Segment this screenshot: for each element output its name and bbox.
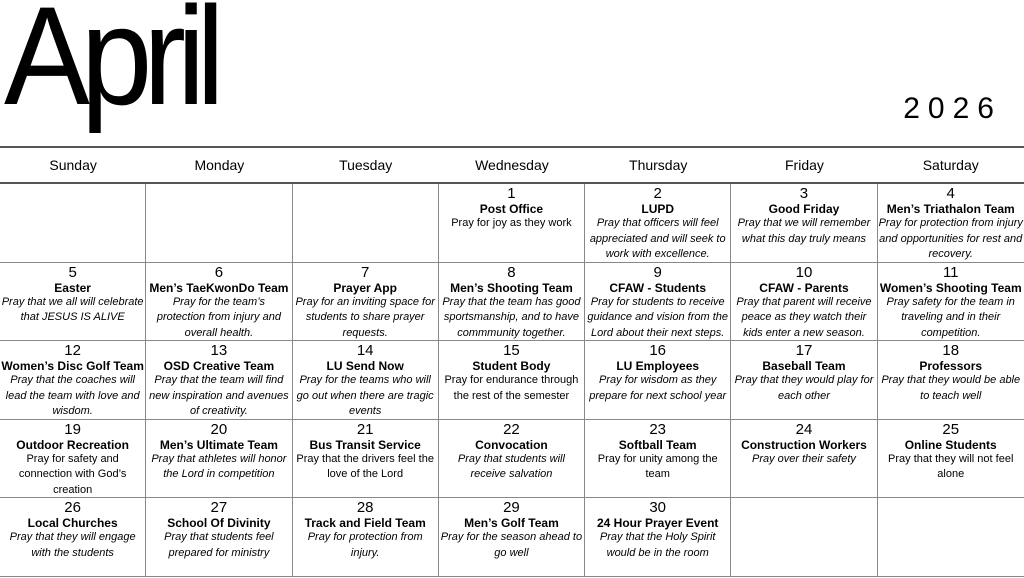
- day-prayer: Pray that students will receive salvation: [457, 452, 565, 481]
- day-number: 4: [946, 185, 955, 202]
- day-title: Good Friday: [768, 202, 840, 216]
- day-cell-22: [439, 420, 585, 499]
- day-prayer: Pray that we will remember what this day truly means: [737, 217, 871, 245]
- weekday-saturday: Saturday: [922, 157, 979, 173]
- day-title: Prayer App: [333, 280, 397, 295]
- day-title: 24 Hour Prayer Event: [597, 516, 719, 531]
- day-cell-30: [585, 498, 731, 577]
- day-number: 16: [649, 342, 667, 360]
- weekday-tuesday: Tuesday: [339, 157, 393, 173]
- day-prayer: Pray that they will not feel alone: [888, 452, 1014, 481]
- day-cell-17: [731, 341, 877, 420]
- day-number: 9: [653, 263, 662, 281]
- day-prayer: Pray for students to receive guidance and vision from the Lord about their next steps.: [587, 295, 729, 339]
- day-cell-6: [146, 263, 292, 342]
- day-title: Softball Team: [618, 437, 697, 452]
- day-title: Women’s Shooting Team: [879, 280, 1022, 295]
- day-title: Men’s Triathalon Team: [886, 202, 1015, 216]
- day-cell-21: [293, 420, 439, 499]
- day-prayer: Pray that they would play for each other: [734, 374, 874, 402]
- day-prayer: Pray that the team will find new inspiration and avenues of creativity.: [149, 374, 289, 418]
- day-title: LU Send Now: [326, 359, 404, 374]
- day-title: Men’s Shooting Team: [450, 280, 573, 295]
- day-number: 14: [356, 342, 374, 360]
- day-title: Easter: [54, 280, 91, 295]
- day-cell-3: [731, 184, 877, 263]
- day-cell-7: [293, 263, 439, 342]
- day-title: Men’s Ultimate Team: [159, 437, 278, 452]
- day-prayer: Pray over their safety: [751, 452, 856, 465]
- weekday-monday: Monday: [194, 157, 245, 173]
- day-cell-14: [293, 341, 439, 420]
- empty-day-cell: [0, 184, 146, 263]
- day-number: 15: [503, 342, 520, 360]
- day-title: Men’s Golf Team: [464, 516, 559, 531]
- empty-day-cell: [146, 184, 292, 263]
- day-title: School Of Divinity: [167, 516, 271, 531]
- day-prayer: Pray for protection from injury.: [307, 531, 423, 559]
- day-prayer: Pray for endurance through the rest of the semester: [444, 374, 579, 402]
- day-prayer: Pray that the drivers feel the love of the Lord: [296, 452, 434, 481]
- day-number: 18: [942, 342, 960, 360]
- day-prayer: Pray that athletes will honor the Lord in competition: [151, 452, 287, 481]
- day-prayer: Pray for safety and connection with God’s creation: [18, 452, 127, 496]
- day-prayer: Pray for joy as they work: [451, 217, 572, 229]
- day-number: 17: [795, 342, 813, 360]
- day-title: Post Office: [479, 202, 544, 216]
- day-cell-29: [439, 498, 585, 577]
- day-title: Baseball Team: [762, 359, 846, 374]
- day-number: 19: [64, 420, 81, 438]
- day-prayer: Pray for protection from injury and opportunities for rest and recovery.: [878, 217, 1023, 260]
- day-cell-24: [731, 420, 877, 499]
- empty-day-cell: [731, 498, 877, 577]
- day-cell-16: [585, 341, 731, 420]
- day-title: LUPD: [641, 202, 675, 216]
- day-title: CFAW - Parents: [759, 280, 849, 295]
- day-cell-4: [878, 184, 1024, 263]
- day-number: 1: [507, 185, 516, 202]
- day-cell-10: [731, 263, 877, 342]
- day-cell-2: [585, 184, 731, 263]
- day-cell-8: [439, 263, 585, 342]
- day-prayer: Pray for unity among the team: [597, 452, 718, 481]
- weekday-sunday: Sunday: [49, 157, 97, 173]
- day-cell-27: [146, 498, 292, 577]
- day-prayer: Pray for the team’s protection from injury and overall health.: [156, 295, 281, 339]
- weekday-wednesday: Wednesday: [475, 157, 549, 173]
- day-number: 24: [795, 420, 813, 438]
- day-prayer: Pray that the team has good sportsmanship, and to have commmunity together.: [442, 295, 581, 339]
- day-number: 29: [503, 499, 520, 517]
- day-number: 10: [795, 263, 813, 281]
- day-cell-5: [0, 263, 146, 342]
- day-title: CFAW - Students: [609, 280, 707, 295]
- weekday-thursday: Thursday: [629, 157, 688, 173]
- day-prayer: Pray that the Holy Spirit would be in the room: [599, 531, 716, 559]
- day-number: 27: [210, 499, 228, 517]
- day-title: Student Body: [472, 359, 551, 374]
- day-number: 5: [68, 263, 77, 281]
- day-number: 2: [653, 185, 662, 202]
- day-number: 25: [942, 420, 960, 438]
- day-title: Construction Workers: [741, 437, 867, 452]
- day-number: 6: [214, 263, 224, 281]
- day-cell-23: [585, 420, 731, 499]
- day-prayer: Pray for the season ahead to go well: [440, 531, 583, 559]
- day-prayer: Pray that they will engage with the students: [9, 531, 136, 559]
- day-title: Local Churches: [27, 516, 118, 531]
- day-cell-28: [293, 498, 439, 577]
- day-number: 23: [649, 420, 667, 438]
- year-label: 2026: [903, 92, 1002, 125]
- day-cell-26: [0, 498, 146, 577]
- day-prayer: Pray for the teams who will go out when there are tragic events: [296, 374, 434, 418]
- day-title: LU Employees: [616, 359, 700, 374]
- day-title: Track and Field Team: [304, 516, 426, 531]
- day-number: 7: [360, 263, 370, 281]
- day-prayer: Pray that they would be able to teach well: [881, 374, 1021, 402]
- day-prayer: Pray that students feel prepared for ministry: [164, 531, 274, 559]
- day-number: 21: [356, 420, 374, 438]
- day-title: Professors: [919, 359, 983, 374]
- day-title: Convocation: [475, 437, 548, 452]
- day-number: 26: [64, 499, 81, 517]
- day-number: 3: [799, 185, 809, 202]
- day-prayer: Pray for wisdom as they prepare for next school year: [589, 374, 727, 402]
- day-title: Online Students: [904, 437, 997, 452]
- day-cell-15: [439, 341, 585, 420]
- day-cell-19: [0, 420, 146, 499]
- days-grid: [0, 184, 1024, 577]
- weekday-friday: Friday: [785, 157, 824, 173]
- calendar-grid: [0, 146, 1024, 578]
- day-cell-9: [585, 263, 731, 342]
- day-number: 8: [507, 263, 516, 281]
- day-prayer: Pray that the coaches will lead the team with love and wisdom.: [5, 374, 140, 418]
- month-title: April: [4, 0, 216, 134]
- day-prayer: Pray that officers will feel appreciated and will seek to work with excellence.: [589, 217, 726, 260]
- day-prayer: Pray for an inviting space for students to share prayer requests.: [295, 295, 435, 339]
- day-cell-12: [0, 341, 146, 420]
- day-prayer: Pray that we all will celebrate that JESUS IS ALIVE: [1, 295, 144, 324]
- day-cell-25: [878, 420, 1024, 499]
- day-number: 13: [210, 342, 228, 360]
- day-title: Women’s Disc Golf Team: [1, 359, 144, 374]
- day-title: Bus Transit Service: [309, 437, 421, 452]
- day-number: 22: [503, 420, 520, 438]
- day-title: Men’s TaeKwonDo Team: [149, 280, 289, 295]
- day-cell-13: [146, 341, 292, 420]
- day-title: OSD Creative Team: [163, 359, 275, 374]
- day-number: 30: [649, 499, 667, 517]
- empty-day-cell: [878, 498, 1024, 577]
- day-number: 28: [356, 499, 374, 517]
- day-prayer: Pray that parent will receive peace as they watch their kids enter a new season.: [736, 295, 872, 339]
- weekday-header: [0, 148, 1024, 184]
- day-cell-20: [146, 420, 292, 499]
- day-cell-11: [878, 263, 1024, 342]
- day-number: 11: [942, 263, 959, 281]
- day-number: 12: [64, 342, 81, 360]
- day-prayer: Pray safety for the team in traveling and in their competition.: [886, 295, 1015, 339]
- day-cell-18: [878, 341, 1024, 420]
- empty-day-cell: [293, 184, 439, 263]
- day-title: Outdoor Recreation: [16, 437, 129, 452]
- day-cell-1: [439, 184, 585, 263]
- day-number: 20: [210, 420, 228, 438]
